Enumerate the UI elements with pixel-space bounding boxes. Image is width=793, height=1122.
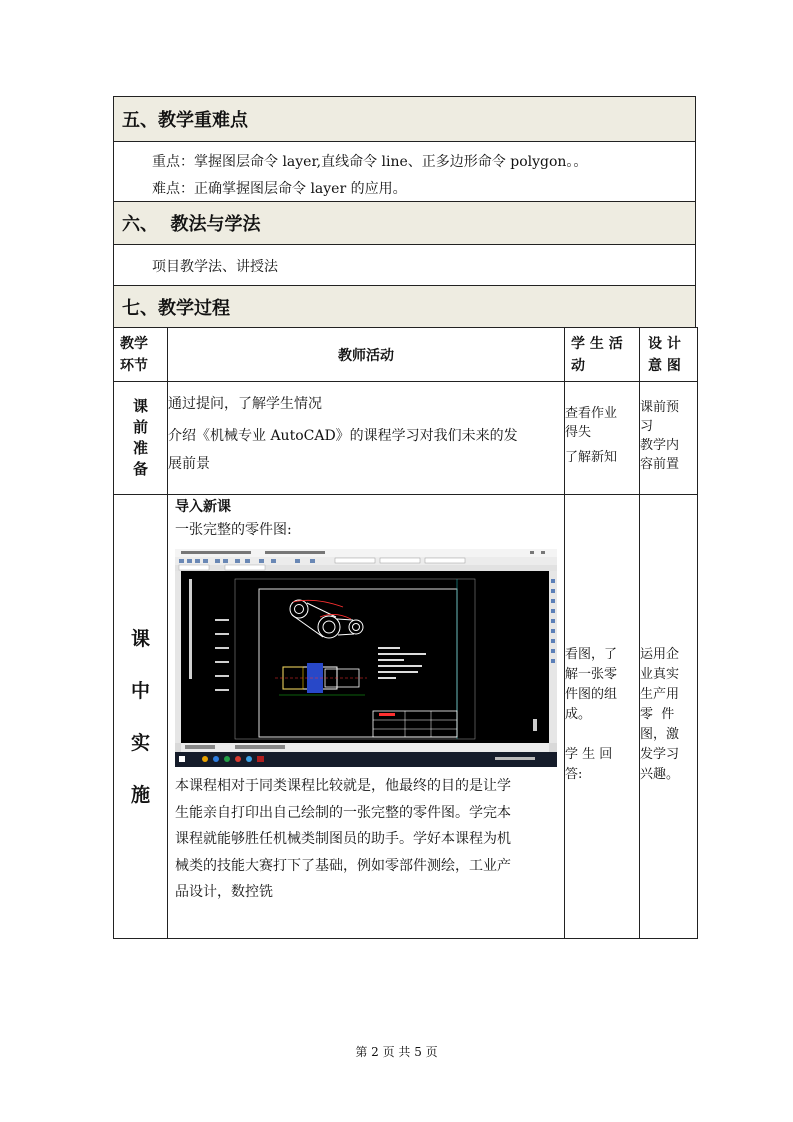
teacher-preclass: [168, 382, 565, 495]
stage-char: 备: [132, 460, 148, 478]
course-description: 械类的技能大赛打下了基础，例如零部件测绘，工业产: [175, 857, 511, 874]
difficult-point-line: 难点：正确掌握图层命令 layer 的应用。: [152, 181, 407, 197]
stage-char: 施: [130, 783, 150, 806]
key-point-line: 重点：掌握图层命令 layer,直线命令 line、正多边形命令 polygon。。: [152, 154, 588, 170]
teacher-text: 展前景: [168, 456, 210, 472]
design-text: 运用企: [640, 647, 680, 662]
student-text: 查看作业: [565, 406, 618, 421]
design-text: 图，激: [640, 727, 680, 742]
design-text: 生产用: [640, 687, 680, 702]
teacher-text: 通过提问，了解学生情况: [168, 396, 322, 412]
teaching-process-table: [113, 327, 698, 939]
student-text: 成。: [565, 707, 592, 722]
student-text: 看图，了: [565, 647, 618, 662]
design-text: 课前预: [640, 400, 680, 415]
student-text: 学 生 回: [565, 747, 613, 762]
design-inclass: [640, 495, 698, 939]
student-preclass: [565, 382, 640, 495]
header-stage-line1: 教学: [120, 335, 148, 352]
section-6-title: 六、 教法与学法: [122, 214, 261, 235]
table-row-preclass: [114, 382, 698, 495]
design-text: 容前置: [640, 457, 680, 472]
header-design: [640, 328, 698, 382]
design-preclass: [640, 382, 698, 495]
intro-title: 导入新课: [175, 499, 231, 515]
header-design-line2: 意 图: [648, 357, 681, 374]
stage-char: 准: [132, 439, 148, 457]
teacher-text: 介绍《机械专业 AutoCAD》的课程学习对我们未来的发: [168, 428, 518, 444]
header-student-line1: 学 生 活: [571, 335, 623, 352]
header-student-line2: 动: [571, 357, 585, 374]
cad-screenshot: [175, 549, 557, 767]
stage-char: 课: [132, 397, 148, 415]
section-6-body: [113, 244, 696, 286]
header-teacher-label: 教师活动: [338, 347, 394, 364]
student-text: 件图的组: [565, 687, 618, 702]
section-6-heading: [113, 201, 696, 245]
stage-char: 实: [130, 731, 150, 754]
intro-subtitle: 一张完整的零件图:: [175, 522, 292, 538]
student-text: 解一张零: [565, 667, 618, 682]
design-text: 零 件: [640, 707, 675, 722]
stage-inclass: [114, 495, 168, 939]
student-text: 答:: [565, 767, 583, 782]
section-5-heading: [113, 96, 696, 142]
stage-char: 前: [132, 418, 148, 436]
course-description: 课程就能够胜任机械类制图员的助手。学好本课程为机: [175, 831, 511, 847]
stage-preclass: [114, 382, 168, 495]
header-stage-line2: 环节: [120, 357, 148, 374]
section-5-title: 五、教学重难点: [122, 110, 248, 131]
section-7-title: 七、教学过程: [122, 297, 230, 319]
table-row-inclass: [114, 495, 698, 939]
student-text: 得失: [565, 425, 592, 440]
header-student: [565, 328, 640, 382]
section-7-heading: [113, 285, 696, 328]
header-teacher: [168, 328, 565, 382]
header-stage: [114, 328, 168, 382]
stage-char: 中: [130, 679, 150, 702]
header-design-line1: 设 计: [648, 335, 681, 352]
method-line: 项目教学法、讲授法: [152, 259, 278, 275]
course-description: 生能亲自打印出自己绘制的一张完整的零件图。学完本: [175, 804, 511, 821]
course-description: 本课程相对于同类课程比较就是，他最终的目的是让学: [175, 778, 511, 794]
page-footer: 第 2 页 共 5 页: [355, 1045, 438, 1059]
course-description: 品设计，数控铣: [175, 884, 273, 900]
design-text: 兴趣。: [640, 767, 680, 782]
stage-char: 课: [130, 627, 150, 650]
student-text: 了解新知: [565, 450, 618, 465]
student-inclass: [565, 495, 640, 939]
design-text: 习: [640, 419, 654, 434]
section-5-body: [113, 141, 696, 202]
design-text: 发学习: [640, 747, 680, 762]
design-text: 业真实: [640, 667, 680, 682]
teacher-inclass: [168, 495, 565, 939]
design-text: 教学内: [640, 438, 680, 453]
table-header-row: [114, 328, 698, 382]
